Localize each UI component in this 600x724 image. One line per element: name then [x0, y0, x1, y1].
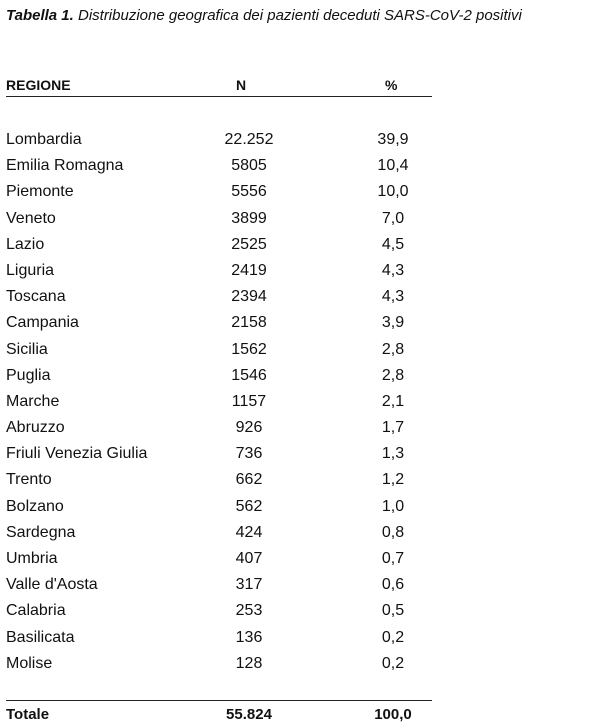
table-row	[6, 625, 432, 651]
table-caption	[6, 6, 596, 26]
row-region: Piemonte	[6, 183, 74, 201]
header-n: N	[236, 77, 247, 93]
table-row	[6, 441, 432, 467]
row-region: Calabria	[6, 602, 66, 620]
row-n: 22.252	[224, 131, 274, 148]
table-row	[6, 467, 432, 493]
row-pct: 7,0	[381, 209, 405, 227]
row-n: 424	[235, 523, 263, 541]
table-row	[6, 179, 432, 205]
table-body	[6, 127, 432, 677]
row-n: 2394	[231, 288, 267, 306]
total-label: Totale	[6, 706, 50, 723]
table-row	[6, 206, 432, 232]
row-pct: 0,5	[381, 602, 405, 620]
table-row	[6, 415, 432, 441]
row-n: 1546	[231, 366, 267, 384]
row-region: Toscana	[6, 288, 66, 306]
table-row	[6, 572, 432, 598]
row-region: Basilicata	[6, 628, 75, 646]
row-n: 317	[235, 576, 263, 594]
row-n: 562	[235, 497, 263, 515]
table-row	[6, 520, 432, 546]
header-pct: %	[385, 77, 398, 93]
total-pct: 100,0	[374, 706, 412, 723]
row-pct: 2,1	[381, 392, 405, 410]
row-pct: 4,5	[381, 235, 405, 253]
row-pct: 10,4	[377, 157, 409, 175]
row-pct: 0,8	[381, 523, 405, 541]
row-pct: 39,9	[377, 131, 409, 148]
row-n: 253	[235, 602, 263, 620]
table-row	[6, 598, 432, 624]
row-pct: 4,3	[381, 288, 405, 306]
row-n: 3899	[231, 209, 267, 227]
row-pct: 2,8	[381, 366, 405, 384]
row-region: Veneto	[6, 209, 56, 227]
row-region: Sicilia	[6, 340, 48, 358]
row-pct: 1,3	[381, 445, 405, 463]
total-n: 55.824	[226, 706, 272, 723]
row-pct: 0,2	[381, 628, 405, 646]
row-region: Emilia Romagna	[6, 157, 124, 175]
row-n: 2158	[231, 314, 267, 332]
table-row	[6, 389, 432, 415]
row-pct: 1,7	[381, 419, 405, 437]
row-n: 662	[235, 471, 263, 489]
row-region: Molise	[6, 654, 53, 672]
table-row	[6, 310, 432, 336]
row-n: 2525	[231, 235, 267, 253]
row-pct: 1,0	[381, 497, 405, 515]
row-n: 136	[235, 628, 263, 646]
row-pct: 3,9	[381, 314, 405, 332]
table-row	[6, 258, 432, 284]
caption-text: Distribuzione geografica dei pazienti deceduti SARS-CoV-2 positivi	[73, 7, 522, 24]
caption-lead: Tabella 1.	[6, 7, 74, 24]
table-row	[6, 651, 432, 677]
table-row	[6, 153, 432, 179]
row-region: Bolzano	[6, 497, 64, 515]
row-n: 1157	[231, 392, 267, 410]
row-pct: 0,7	[381, 550, 405, 567]
row-region: Marche	[6, 392, 60, 410]
row-n: 5805	[231, 157, 267, 175]
row-region: Abruzzo	[6, 419, 65, 437]
table-row	[6, 337, 432, 363]
row-n: 407	[235, 550, 263, 567]
table-header	[6, 74, 432, 97]
row-region: Puglia	[6, 366, 51, 384]
table-row	[6, 284, 432, 310]
row-region: Campania	[6, 314, 79, 332]
row-n: 736	[235, 445, 263, 463]
table-row	[6, 363, 432, 389]
row-n: 128	[235, 654, 263, 672]
row-pct: 0,2	[381, 654, 405, 672]
row-n: 2419	[231, 261, 267, 279]
row-pct: 10,0	[377, 183, 409, 201]
table-row	[6, 546, 432, 572]
table-row	[6, 127, 432, 153]
row-region: Sardegna	[6, 523, 76, 541]
row-region: Umbria	[6, 550, 58, 567]
table-total-row	[6, 700, 432, 724]
row-region: Friuli Venezia Giulia	[6, 445, 148, 463]
row-pct: 4,3	[381, 261, 405, 279]
row-region: Liguria	[6, 261, 55, 279]
table-row	[6, 494, 432, 520]
row-region: Lombardia	[6, 131, 82, 148]
row-n: 1562	[231, 340, 267, 358]
row-pct: 1,2	[381, 471, 405, 489]
row-region: Trento	[6, 471, 52, 489]
row-pct: 0,6	[381, 576, 405, 594]
row-n: 926	[235, 419, 263, 437]
row-region: Lazio	[6, 235, 45, 253]
header-region: REGIONE	[6, 77, 71, 93]
table-row	[6, 232, 432, 258]
row-region: Valle d'Aosta	[6, 576, 98, 594]
row-pct: 2,8	[381, 340, 405, 358]
row-n: 5556	[231, 183, 267, 201]
